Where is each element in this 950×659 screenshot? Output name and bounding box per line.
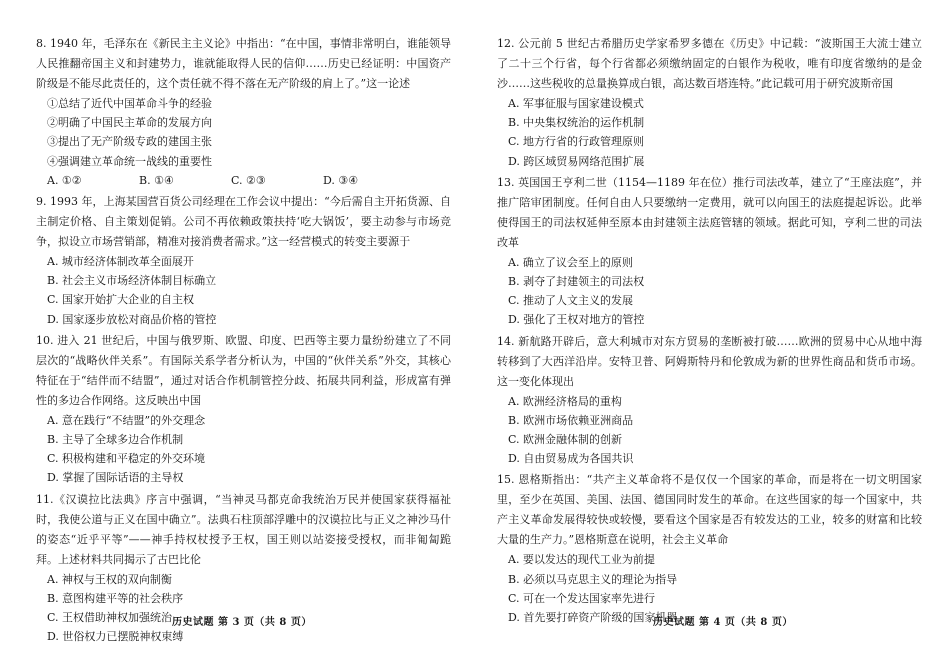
question-15-option-d: D. 首先要打碎资产阶级的国家机器 bbox=[508, 611, 678, 625]
question-14-option-d: D. 自由贸易成为各国共识 bbox=[508, 452, 634, 466]
question-9-option-b: B. 社会主义市场经济体制目标确立 bbox=[47, 274, 217, 288]
question-8 bbox=[36, 34, 475, 190]
right-page bbox=[475, 0, 950, 659]
question-11-option-b: B. 意图构建平等的社会秩序 bbox=[47, 591, 184, 605]
page-footer-right: 历史试题 第 4 页（共 8 页） bbox=[653, 617, 793, 628]
question-12-option-c: C. 地方行省的行政管理原则 bbox=[508, 135, 645, 149]
question-10-option-c: C. 积极构建和平稳定的外交环境 bbox=[47, 452, 206, 466]
question-15-option-a: A. 要以发达的现代工业为前提 bbox=[508, 553, 655, 567]
question-11-option-c: C. 王权借助神权加强统治 bbox=[47, 611, 173, 625]
question-8-statement-2: ②明确了中国民主革命的发展方向 bbox=[47, 116, 212, 130]
question-14-option-b: B. 欧洲市场依赖亚洲商品 bbox=[508, 413, 634, 427]
question-11-stem: 11.《汉谟拉比法典》序言中强调，“当神灵马都克命我统治万民并使国家获得福祉时，我使公道与正义在国中确立”。法典石柱顶部浮雕中的汉谟拉比与正义之神沙马什的姿态“近乎平等”——神手持权杖授予王权，国王则以站姿接受授权，而非匍匐跪拜。上述材料共同揭示了古巴比伦 bbox=[36, 492, 451, 566]
question-8-stem: 8. 1940 年，毛泽东在《新民主主义论》中指出：“在中国，事情非常明白，谁能领导人民推翻帝国主义和封建势力，谁就能取得人民的信仰……历史已经证明：中国资产阶级是不能尽此责任的，这个责任就不得不落在无产阶级的肩上了。”这一论述 bbox=[36, 37, 451, 90]
question-10-option-b: B. 主导了全球多边合作机制 bbox=[47, 433, 184, 447]
question-14-option-a: A. 欧洲经济格局的重构 bbox=[508, 394, 622, 408]
question-12-stem: 12. 公元前 5 世纪古希腊历史学家希罗多德在《历史》中记载：“波斯国王大流士建立了二十三个行省，每个行省都必须缴纳固定的白银作为税收，唯有印度省缴纳的是金沙……这些税收的总量换算成白银，高达数百塔连特。”此记载可用于研究波斯帝国 bbox=[497, 37, 922, 90]
question-10-option-d: D. 掌握了国际话语的主导权 bbox=[47, 471, 184, 485]
question-8-option-b: B. ①④ bbox=[139, 173, 174, 187]
question-8-option-c: C. ②③ bbox=[231, 173, 266, 187]
question-9-option-c: C. 国家开始扩大企业的自主权 bbox=[47, 293, 195, 307]
question-12-option-b: B. 中央集权统治的运作机制 bbox=[508, 116, 645, 130]
question-13-option-c: C. 推动了人文主义的发展 bbox=[508, 294, 634, 308]
question-12-option-d: D. 跨区域贸易网络范围扩展 bbox=[508, 154, 645, 168]
question-15-stem: 15. 恩格斯指出：“共产主义革命将不是仅仅一个国家的革命，而是将在一切文明国家里，至少在英国、美国、法国、德国同时发生的革命。在这些国家的每一个国家中，共产主义革命发展得较快或较慢，要看这个国家是否有较发达的工业，较多的财富和比较大量的生产力。”恩格斯意在说明，社会主义革命 bbox=[497, 473, 922, 547]
question-9 bbox=[36, 192, 475, 329]
question-15 bbox=[497, 470, 950, 627]
question-8-statement-4: ④强调建立革命统一战线的重要性 bbox=[47, 154, 212, 168]
question-11-option-d: D. 世俗权力已摆脱神权束缚 bbox=[47, 630, 184, 644]
question-14-option-c: C. 欧洲金融体制的创新 bbox=[508, 433, 623, 447]
question-8-option-d: D. ③④ bbox=[323, 173, 359, 187]
question-15-option-b: B. 必须以马克思主义的理论为指导 bbox=[508, 572, 678, 586]
question-14-stem: 14. 新航路开辟后，意大利城市对东方贸易的垄断被打破……欧洲的贸易中心从地中海转移到了大西洋沿岸。安特卫普、阿姆斯特丹和伦敦成为新的世界性商品和货币市场。这一变化体现出 bbox=[497, 334, 922, 388]
question-10-option-a: A. 意在践行“不结盟”的外交理念 bbox=[47, 413, 206, 427]
question-12-option-a: A. 军事征服与国家建设模式 bbox=[508, 97, 644, 110]
question-9-option-a: A. 城市经济体制改革全面展开 bbox=[47, 255, 194, 269]
question-13-stem: 13. 英国国王亨利二世（1154—1189 年在位）推行司法改革，建立了“王座法庭”，并推广陪审团制度。任何自由人只要缴纳一定费用，就可以向国王的法庭提起诉讼。此举使得国王的司法权延伸至原本由封建领主法庭管辖的领域。据此可知，亨利二世的司法改革 bbox=[497, 175, 922, 249]
question-10-stem: 10. 进入 21 世纪后，中国与俄罗斯、欧盟、印度、巴西等主要力量纷纷建立了不同层次的“战略伙伴关系”。有国际关系学者分析认为，中国的“伙伴关系”外交，其核心特征在于“结伴而不结盟”，通过对话合作机制管控分歧、拓展共同利益，形成富有弹性的多边合作网络。这反映出中国 bbox=[36, 333, 451, 407]
question-11-option-a: A. 神权与王权的双向制衡 bbox=[47, 572, 172, 586]
question-9-option-d: D. 国家逐步放松对商品价格的管控 bbox=[47, 312, 217, 326]
question-8-option-a: A. ①② bbox=[47, 173, 82, 187]
question-12 bbox=[497, 34, 950, 171]
question-13-option-b: B. 剥夺了封建领主的司法权 bbox=[508, 275, 645, 289]
question-13-option-a: A. 确立了议会至上的原则 bbox=[508, 255, 633, 269]
question-15-option-c: C. 可在一个发达国家率先进行 bbox=[508, 591, 656, 605]
question-9-stem: 9. 1993 年，上海某国营百货公司经理在工作会议中提出：“今后需自主开拓货源、自主制定价格、自主策划促销。公司不再依赖政策扶持‘吃大锅饭’，要主动参与市场竞争，拟设立市场营销部，精准对接消费者需求。”这一经营模式的转变主要源于 bbox=[36, 195, 451, 249]
question-14 bbox=[497, 332, 950, 469]
question-8-statement-1: ①总结了近代中国革命斗争的经验 bbox=[47, 97, 212, 110]
question-8-options bbox=[36, 171, 475, 190]
question-8-statement-3: ③提出了无产阶级专政的建国主张 bbox=[47, 135, 212, 149]
question-13 bbox=[497, 173, 950, 330]
question-13-option-d: D. 强化了王权对地方的管控 bbox=[508, 313, 645, 327]
page-footer-left: 历史试题 第 3 页（共 8 页） bbox=[172, 617, 312, 628]
question-10 bbox=[36, 331, 475, 488]
